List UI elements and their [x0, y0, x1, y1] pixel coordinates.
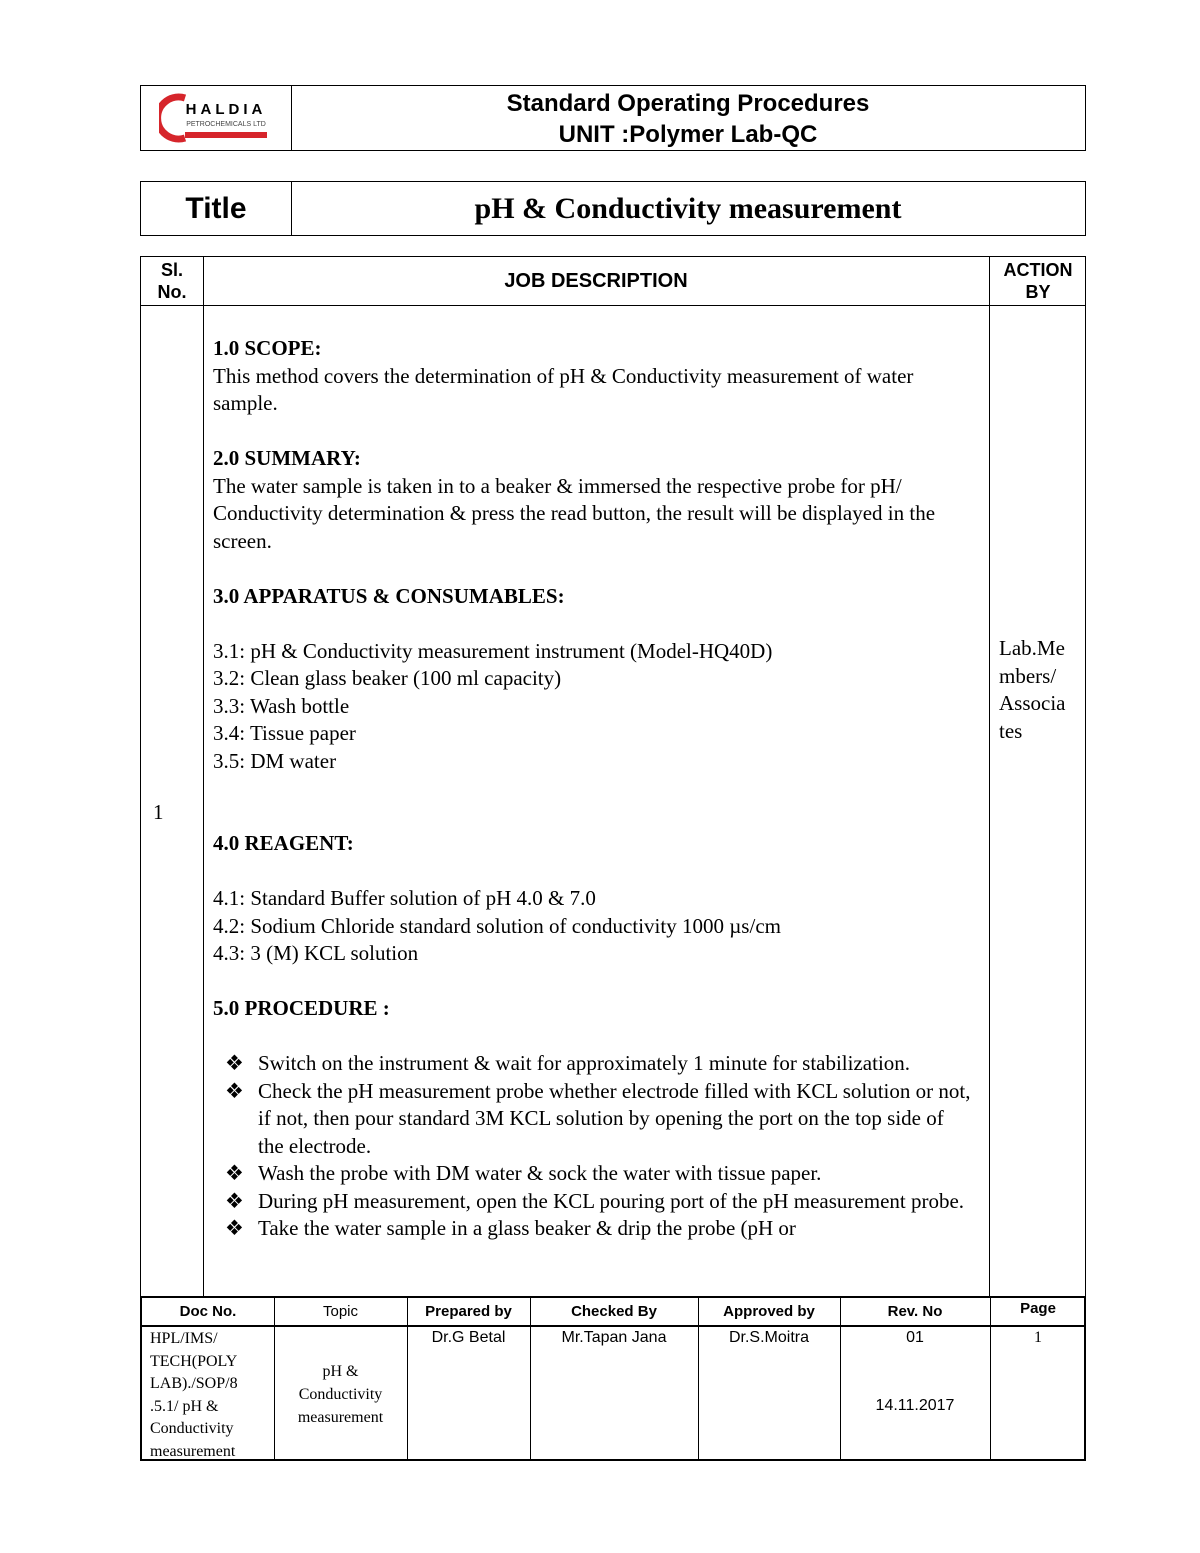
- logo-text: HALDIA: [185, 101, 267, 118]
- scope-heading: 1.0 SCOPE:: [213, 336, 322, 360]
- diamond-bullet-icon: ❖: [225, 1051, 244, 1075]
- reagent-item: 4.2: Sodium Chloride standard solution of conductivity 1000 µs/cm: [213, 913, 781, 938]
- approved-by-value: Dr.S.Moitra: [728, 1329, 809, 1346]
- job-description-body: [213, 335, 973, 1243]
- approved-by-header: Approved by: [723, 1303, 815, 1320]
- column-divider: [203, 257, 204, 1296]
- reagent-item: 4.3: 3 (M) KCL solution: [213, 941, 419, 965]
- job-description-header: JOB DESCRIPTION: [504, 270, 688, 292]
- row-sl-no: 1: [153, 800, 164, 824]
- doc-no-header: Doc No.: [179, 1303, 237, 1320]
- topic-line: measurement: [297, 1409, 384, 1426]
- procedure-item: [213, 1160, 973, 1188]
- procedure-item-text: Check the pH measurement probe whether electrode filled with KCL solution or not, if not, then pour standard 3M KCL solution by opening the port on the top side of the electrode.: [258, 1078, 971, 1158]
- sl-no-header-line2: No.: [157, 282, 187, 302]
- apparatus-item: 3.4: Tissue paper: [213, 721, 356, 745]
- apparatus-item: 3.5: DM water: [213, 748, 337, 773]
- diamond-bullet-icon: ❖: [225, 1188, 244, 1213]
- doc-no-line: TECH(POLY: [150, 1352, 238, 1370]
- action-by-value: [999, 635, 1085, 745]
- action-by-header-line2: BY: [1025, 282, 1051, 302]
- header-divider: [141, 305, 1085, 306]
- apparatus-heading: 3.0 APPARATUS & CONSUMABLES:: [213, 583, 565, 608]
- header-title-line2: UNIT :Polymer Lab-QC: [558, 121, 818, 148]
- footer-divider: [407, 1298, 408, 1459]
- prepared-by-value: Dr.G Betal: [431, 1329, 506, 1346]
- footer-divider: [840, 1298, 841, 1459]
- action-by-line: tes: [999, 718, 1023, 743]
- procedure-item: [213, 1215, 973, 1243]
- document-header: [140, 85, 1086, 151]
- reagent-heading: 4.0 REAGENT:: [213, 831, 354, 855]
- page-value: 1: [1034, 1329, 1042, 1346]
- reagent-item: 4.1: Standard Buffer solution of pH 4.0 & 7.0: [213, 886, 596, 910]
- action-by-header: [989, 259, 1087, 303]
- company-logo: [159, 92, 269, 144]
- topic-line: pH &: [322, 1363, 359, 1380]
- action-by-line: Lab.Me: [999, 636, 1065, 660]
- apparatus-item: 3.2: Clean glass beaker (100 ml capacity): [213, 666, 562, 690]
- page-header: Page: [1020, 1300, 1056, 1317]
- footer-header-divider: [142, 1325, 1084, 1327]
- footer-divider: [990, 1298, 991, 1459]
- rev-no-value: 01: [906, 1329, 924, 1346]
- procedure-item-text: Wash the probe with DM water & sock the water with tissue paper.: [258, 1161, 822, 1185]
- topic-header: Topic: [322, 1303, 359, 1320]
- procedure-item: [213, 1078, 973, 1161]
- column-divider: [989, 257, 990, 1296]
- rev-no-header: Rev. No: [887, 1303, 943, 1320]
- action-by-line: mbers/: [999, 663, 1057, 688]
- diamond-bullet-icon: ❖: [225, 1216, 244, 1240]
- doc-no-line: LAB)./SOP/8: [150, 1375, 238, 1392]
- sl-no-header: [141, 259, 203, 303]
- procedure-item-text: Take the water sample in a glass beaker & drip the probe (pH or: [258, 1216, 796, 1240]
- action-by-header-line1: ACTION: [1003, 260, 1073, 280]
- doc-no-line: HPL/IMS/: [150, 1330, 218, 1347]
- scope-text: This method covers the determination of pH & Conductivity measurement of water sample.: [213, 363, 914, 415]
- doc-no-line: Conductivity: [150, 1420, 234, 1437]
- checked-by-value: Mr.Tapan Jana: [561, 1329, 667, 1346]
- doc-no-line: measurement: [150, 1442, 236, 1460]
- diamond-bullet-icon: ❖: [225, 1161, 244, 1185]
- action-by-line: Associa: [999, 691, 1066, 715]
- procedure-item: [213, 1188, 973, 1216]
- document-title: pH & Conductivity measurement: [474, 192, 902, 225]
- diamond-bullet-icon: ❖: [225, 1078, 244, 1103]
- topic-value: [274, 1360, 407, 1429]
- header-title-line1: Standard Operating Procedures: [506, 90, 870, 117]
- sl-no-header-line1: Sl.: [160, 260, 183, 280]
- footer-divider: [530, 1298, 531, 1459]
- header-title: [291, 86, 1085, 152]
- apparatus-item: 3.3: Wash bottle: [213, 693, 350, 718]
- apparatus-item: 3.1: pH & Conductivity measurement instrument (Model-HQ40D): [213, 638, 773, 663]
- doc-no-value: [150, 1328, 272, 1463]
- checked-by-header: Checked By: [571, 1303, 657, 1320]
- logo-cell: [141, 86, 292, 150]
- procedure-item-text: Switch on the instrument & wait for approximately 1 minute for stabilization.: [258, 1051, 911, 1075]
- logo-subtext: PETROCHEMICALS LTD: [186, 121, 266, 128]
- topic-line: Conductivity: [298, 1386, 383, 1403]
- approval-footer: [140, 1296, 1086, 1461]
- procedure-heading: 5.0 PROCEDURE :: [213, 996, 390, 1020]
- procedure-item-text: During pH measurement, open the KCL pouring port of the pH measurement probe.: [258, 1188, 965, 1213]
- procedure-item: [213, 1050, 973, 1078]
- summary-heading: 2.0 SUMMARY:: [213, 446, 361, 470]
- job-table: [140, 256, 1086, 1296]
- title-label: Title: [141, 182, 292, 235]
- doc-no-line: .5.1/ pH &: [150, 1397, 219, 1415]
- summary-text: The water sample is taken in to a beaker & immersed the respective probe for pH/ Conductivity determination & press the read button, the result will be displayed in the screen.: [213, 473, 936, 553]
- date-value: 14.11.2017: [875, 1397, 955, 1414]
- footer-divider: [698, 1298, 699, 1459]
- prepared-by-header: Prepared by: [425, 1303, 512, 1320]
- title-row: [140, 181, 1086, 236]
